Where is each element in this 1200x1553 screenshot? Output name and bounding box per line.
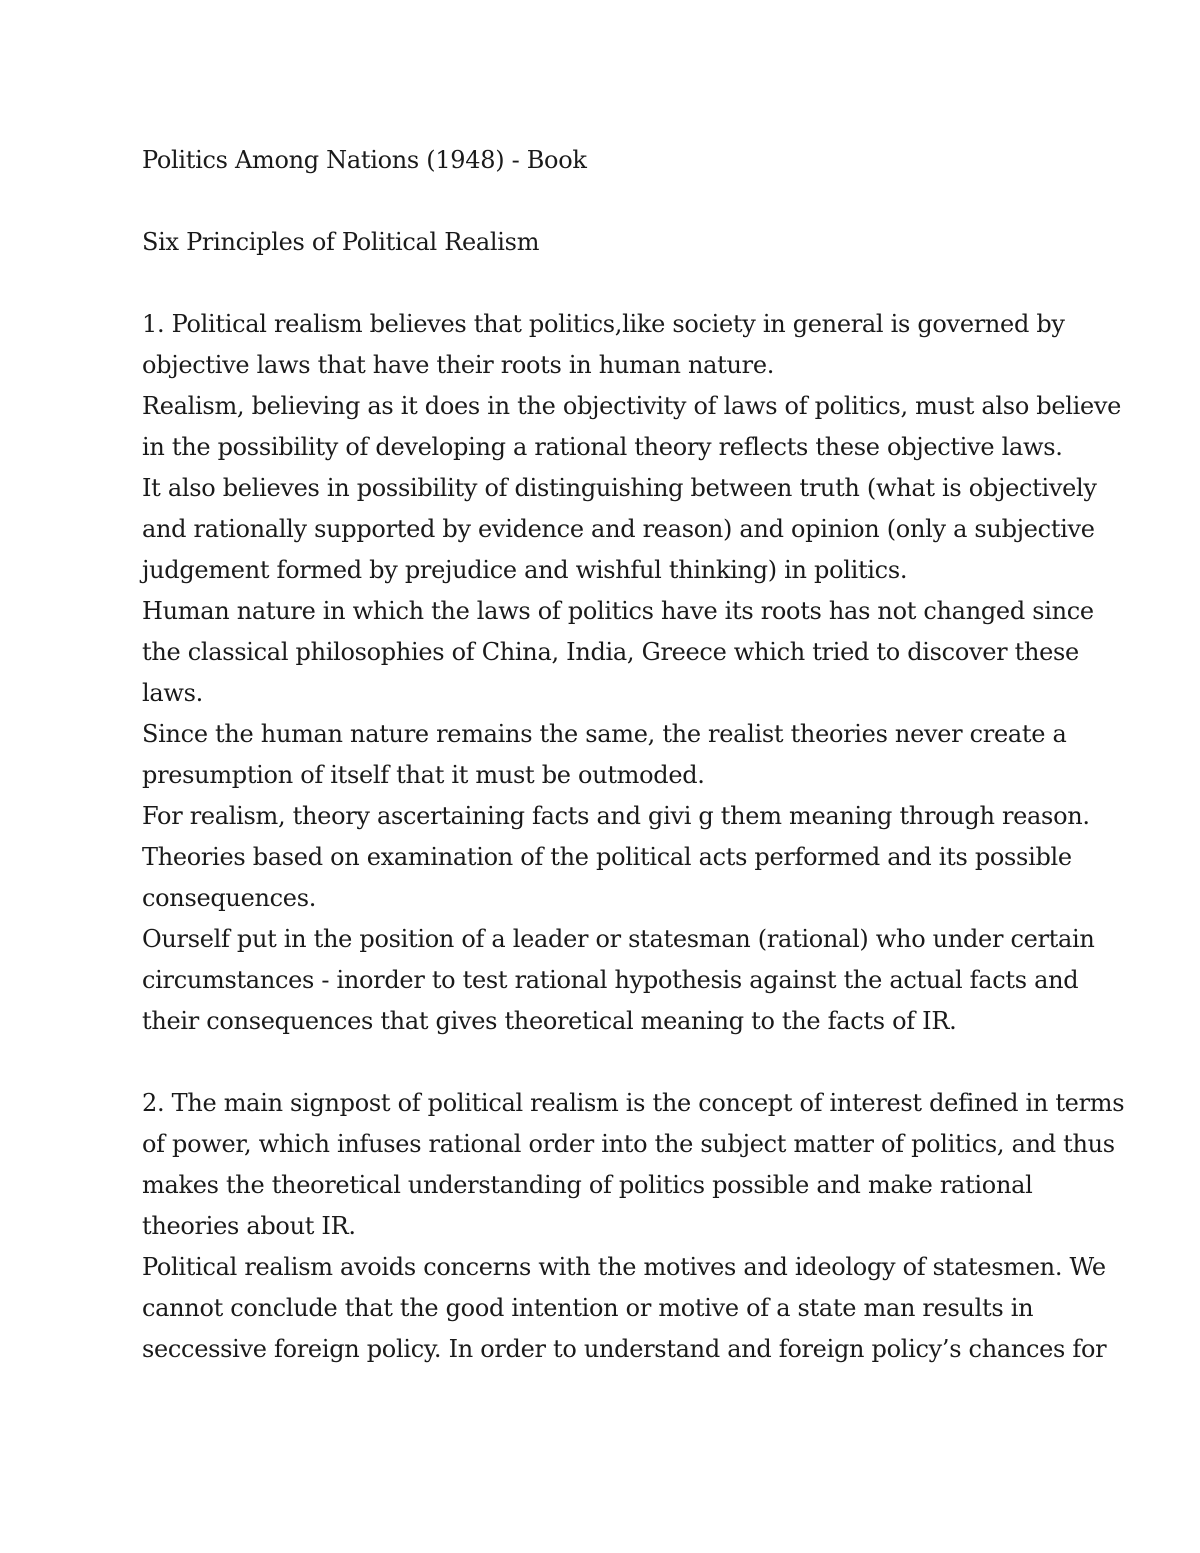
text-line: seccessive foreign policy. In order to understand and foreign policy’s chances for	[142, 1335, 1107, 1363]
text-line: Human nature in which the laws of politics have its roots has not changed since	[142, 597, 1094, 625]
text-line: makes the theoretical understanding of politics possible and make rational	[142, 1171, 1033, 1199]
text-line: judgement formed by prejudice and wishful thinking) in politics.	[142, 556, 908, 584]
document-body	[142, 140, 1125, 1370]
text-line: their consequences that gives theoretical meaning to the facts of IR.	[142, 1007, 957, 1035]
text-line: Theories based on examination of the political acts performed and its possible	[142, 843, 1072, 871]
principle-2-paragraph	[142, 1083, 1125, 1370]
principle-1-paragraph	[142, 304, 1122, 1042]
section-heading: Six Principles of Political Realism	[142, 228, 540, 256]
text-line: laws.	[142, 679, 203, 707]
text-line: Since the human nature remains the same, the realist theories never create a	[142, 720, 1067, 748]
text-line: in the possibility of developing a rational theory reflects these objective laws.	[142, 433, 1063, 461]
text-line: For realism, theory ascertaining facts and givi g them meaning through reason.	[142, 802, 1090, 830]
document-title: Politics Among Nations (1948) - Book	[142, 146, 587, 174]
text-line: 1. Political realism believes that politics,like society in general is governed by	[142, 310, 1065, 338]
spacer	[142, 1042, 1072, 1083]
text-line: objective laws that have their roots in human nature.	[142, 351, 775, 379]
spacer	[142, 181, 1072, 222]
text-line: Political realism avoids concerns with the motives and ideology of statesmen. We	[142, 1253, 1106, 1281]
text-line: circumstances - inorder to test rational hypothesis against the actual facts and	[142, 966, 1079, 994]
text-line: Ourself put in the position of a leader or statesman (rational) who under certain	[142, 925, 1095, 953]
text-line: 2. The main signpost of political realism is the concept of interest defined in terms	[142, 1089, 1125, 1117]
text-line: and rationally supported by evidence and reason) and opinion (only a subjective	[142, 515, 1095, 543]
spacer	[142, 263, 1072, 304]
text-line: It also believes in possibility of distinguishing between truth (what is objectively	[142, 474, 1097, 502]
text-line: cannot conclude that the good intention or motive of a state man results in	[142, 1294, 1034, 1322]
text-line: presumption of itself that it must be outmoded.	[142, 761, 705, 789]
text-line: consequences.	[142, 884, 317, 912]
text-line: of power, which infuses rational order into the subject matter of politics, and thus	[142, 1130, 1115, 1158]
text-line: the classical philosophies of China, India, Greece which tried to discover these	[142, 638, 1079, 666]
text-line: Realism, believing as it does in the objectivity of laws of politics, must also believe	[142, 392, 1122, 420]
text-line: theories about IR.	[142, 1212, 356, 1240]
